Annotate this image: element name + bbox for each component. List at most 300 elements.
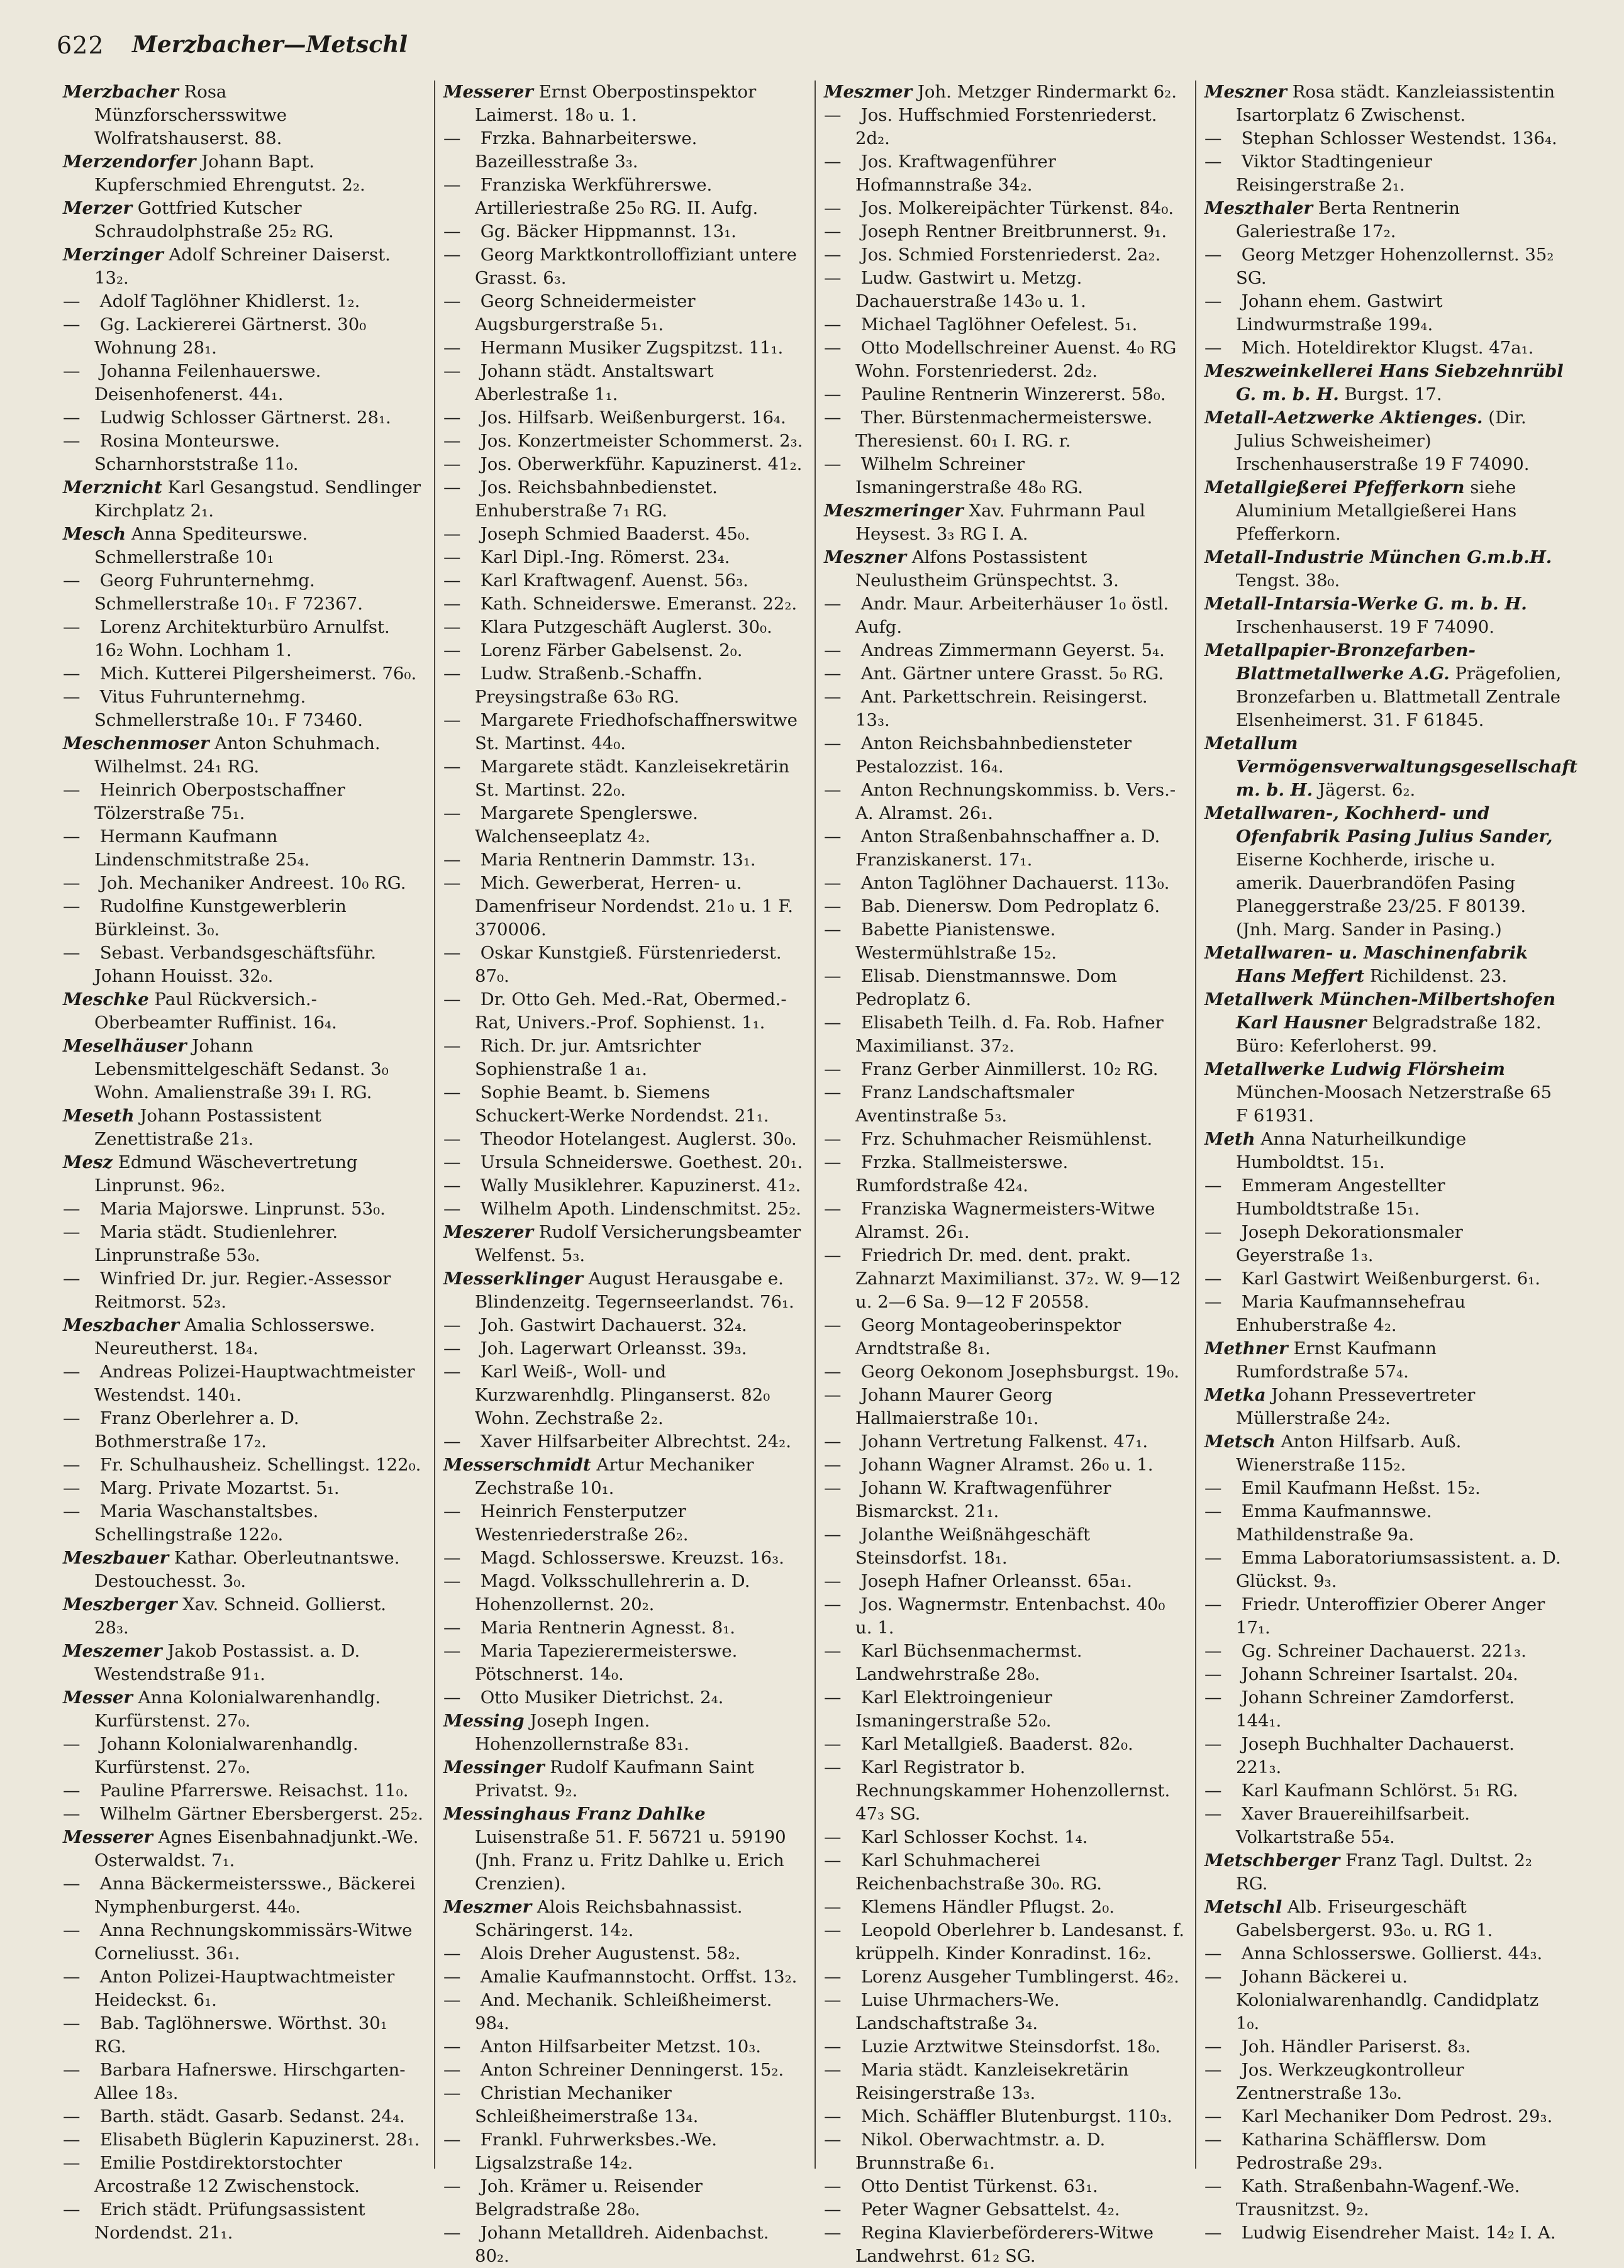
entry-dash: —	[1204, 2060, 1222, 2080]
entry-dash: —	[443, 1129, 461, 1149]
directory-entry	[63, 942, 423, 988]
entry-details: Katharina Schäfflersw. Dom Pedrostraße 29₃.	[1236, 2130, 1487, 2173]
entry-details: Irschenhauserst. 19 F 74090.	[1236, 617, 1494, 637]
entry-details: Friedr. Unteroffizier Oberer Anger 17₁.	[1236, 1594, 1545, 1638]
entry-surname: Messing	[443, 1711, 525, 1731]
entry-dash: —	[63, 2060, 81, 2080]
directory-entry	[63, 1919, 423, 1965]
entry-details: Franziska Wagnermeisters-Witwe Alramst. 26₁.	[855, 1199, 1155, 1242]
entry-dash: —	[63, 361, 81, 381]
entry-dash: —	[824, 2176, 842, 2196]
entry-details: Winfried Dr. jur. Regier.-Assessor Reitmorst. 52₃.	[94, 1269, 391, 1312]
entry-dash: —	[63, 1781, 81, 1801]
entry-surname: Merzendorfer	[63, 152, 196, 172]
entry-details: Frankl. Fuhrwerksbes.-We. Ligsalzstraße 14₂.	[475, 2130, 717, 2173]
directory-entry	[824, 2175, 1184, 2198]
directory-entry	[443, 1989, 804, 2035]
entry-dash: —	[443, 2060, 461, 2080]
entry-details: Georg Oekonom Josephsburgst. 19₀.	[855, 1362, 1180, 1382]
directory-entry	[1204, 1384, 1565, 1430]
entry-surname: Meszner	[1204, 82, 1288, 102]
entry-dash: —	[443, 1618, 461, 1638]
directory-entry	[63, 1826, 423, 1872]
directory-entry	[63, 197, 423, 243]
directory-entry	[63, 1314, 423, 1360]
directory-entry	[63, 150, 423, 197]
entry-details: Jägerst. 6₂.	[1313, 780, 1416, 800]
entry-details: Alois Reichsbahnassist. Schäringerst. 14₂.	[475, 1897, 743, 1940]
directory-entry	[63, 406, 423, 430]
entry-details: Karl Kraftwagenf. Auenst. 56₃.	[475, 570, 748, 591]
directory-entry	[824, 1454, 1184, 1477]
entry-surname: Metsch	[1204, 1431, 1276, 1452]
entry-details: Tengst. 38₀.	[1236, 570, 1340, 591]
entry-details: Anton Polizei-Hauptwachtmeister Heideckst. 6₁.	[94, 1967, 395, 2010]
entry-dash: —	[63, 314, 81, 335]
entry-details: Wally Musiklehrer. Kapuzinerst. 41₂.	[475, 1176, 801, 1196]
entry-details: Eiserne Kochherde, irische u. amerik. Dauerbrandöfen Pasing Planeggerstraße 23/25. F 80139. (Jnh. Marg. Sander in Pasing.)	[1236, 850, 1527, 940]
entry-dash: —	[824, 1920, 842, 1940]
entry-dash: —	[1204, 152, 1222, 172]
directory-entry	[443, 662, 804, 709]
entry-details: Rudolf Kaufmann Saint Privatst. 9₂.	[475, 1757, 754, 1801]
entry-details: siehe Aluminium Metallgießerei Hans Pfefferkorn.	[1236, 477, 1517, 544]
entry-details: Magd. Volksschullehrerin a. D. Hohenzollernst. 20₂.	[475, 1571, 750, 1615]
entry-details: Ludw. Straßenb.-Schaffn. Preysingstraße 63₀ RG.	[475, 664, 703, 707]
entry-dash: —	[443, 1082, 461, 1103]
directory-entry	[443, 709, 804, 755]
directory-entry	[824, 2035, 1184, 2059]
directory-entry	[824, 1244, 1184, 1314]
directory-entry	[63, 1104, 423, 1151]
directory-entry	[63, 1221, 423, 1267]
entry-dash: —	[824, 221, 842, 242]
directory-entry	[63, 1454, 423, 1477]
entry-details: Gottfried Kutscher Schraudolphstraße 25₂ RG.	[94, 198, 334, 242]
entry-details: Peter Wagner Gebsattelst. 4₂.	[855, 2199, 1120, 2220]
entry-dash: —	[824, 1315, 842, 1335]
directory-entry	[1204, 1965, 1565, 2035]
entry-details: Rosa städt. Kanzleiassistentin Isartorplatz 6 Zwischenst.	[1236, 82, 1555, 125]
directory-entry	[63, 825, 423, 872]
entry-details: Hermann Kaufmann Lindenschmitstraße 25₄.	[94, 826, 310, 870]
entry-dash: —	[443, 1431, 461, 1452]
directory-entry	[824, 639, 1184, 662]
directory-entry	[63, 872, 423, 895]
entry-dash: —	[443, 291, 461, 311]
entry-details: Jos. Huffschmied Forstenriederst. 2d₂.	[855, 105, 1157, 148]
directory-entry	[824, 1360, 1184, 1384]
directory-entry	[824, 2105, 1184, 2128]
directory-entry	[1204, 1779, 1565, 1803]
entry-dash: —	[1204, 1967, 1222, 1987]
directory-entry	[824, 1593, 1184, 1640]
entry-dash: —	[443, 1943, 461, 1964]
entry-dash: —	[1204, 1548, 1222, 1568]
entry-details: Joh. Gastwirt Dachauerst. 32₄.	[475, 1315, 747, 1335]
entry-details: Rudolf Versicherungsbeamter Welfenst. 5₃.	[475, 1222, 801, 1265]
entry-details: Amalie Kaufmannstocht. Orffst. 13₂.	[475, 1967, 798, 1987]
entry-dash: —	[63, 291, 81, 311]
entry-details: Maria Kaufmannsehefrau Enhuberstraße 4₂.	[1236, 1292, 1465, 1335]
directory-entry	[824, 336, 1184, 383]
directory-entry	[63, 476, 423, 523]
entry-dash: —	[824, 384, 842, 404]
directory-entry	[443, 1454, 804, 1500]
directory-entry	[443, 2082, 804, 2128]
entry-details: Maria Rentnerin Dammstr. 13₁.	[475, 850, 756, 870]
entry-details: Joh. Mechaniker Andreest. 10₀ RG.	[94, 873, 406, 893]
entry-surname: Metall-Aetzwerke Aktienges.	[1204, 408, 1483, 428]
directory-entry	[443, 1174, 804, 1198]
entry-dash: —	[443, 1641, 461, 1661]
entry-details: Babette Pianistenswe. Westermühlstraße 15₂.	[855, 920, 1057, 963]
entry-details: Karl Weiß-, Woll- und Kurzwarenhdlg. Plinganserst. 82₀ Wohn. Zechstraße 2₂.	[475, 1362, 770, 1428]
entry-details: Friedrich Dr. med. dent. prakt. Zahnarzt Maximilianst. 37₂. W. 9—12 u. 2—6 Sa. 9—12 F 20558.	[855, 1245, 1181, 1312]
entry-dash: —	[824, 1129, 842, 1149]
entry-dash: —	[824, 1757, 842, 1777]
entry-details: Maria städt. Studienlehrer. Linprunstraße 53₀.	[94, 1222, 338, 1265]
directory-entry	[824, 1989, 1184, 2035]
entry-details: Karl Gesangstud. Sendlinger Kirchplatz 2₁.	[94, 477, 421, 521]
directory-entry	[443, 220, 804, 243]
entry-details: Karl Büchsenmachermst. Landwehrstraße 28₀.	[855, 1641, 1082, 1684]
entry-dash: —	[443, 664, 461, 684]
entry-details: Ther. Bürstenmachermeisterswe. Theresienst. 60₁ I. RG. r.	[855, 408, 1153, 451]
directory-entry	[1204, 290, 1565, 336]
entry-dash: —	[1204, 1176, 1222, 1196]
directory-entry	[443, 1686, 804, 1709]
entry-dash: —	[443, 547, 461, 567]
entry-details: Margarete Friedhofschaffnerswitwe St. Martinst. 44₀.	[475, 710, 798, 753]
entry-dash: —	[443, 1199, 461, 1219]
entry-dash: —	[824, 2130, 842, 2150]
entry-details: München-Moosach Netzerstraße 65 F 61931.	[1236, 1082, 1552, 1126]
directory-entry	[1204, 1291, 1565, 1337]
directory-entry	[824, 499, 1184, 546]
entry-dash: —	[1204, 1804, 1222, 1824]
entry-dash: —	[63, 1222, 81, 1242]
entry-details: Johann Bapt. Kupferschmied Ehrengutst. 2₂.	[94, 152, 365, 195]
directory-entry	[443, 406, 804, 430]
entry-details: Otto Musiker Dietrichst. 2₄.	[475, 1687, 724, 1708]
directory-entry	[443, 1128, 804, 1151]
directory-entry	[63, 1151, 423, 1198]
directory-entry	[443, 1337, 804, 1360]
entry-details: Agnes Eisenbahnadjunkt.-We. Osterwaldst. 7₁.	[94, 1827, 419, 1871]
entry-surname: Metallgießerei Pfefferkorn	[1204, 477, 1465, 498]
entry-dash: —	[63, 687, 81, 707]
entry-dash: —	[443, 943, 461, 963]
entry-dash: —	[824, 338, 842, 358]
directory-entry	[824, 1128, 1184, 1151]
entry-dash: —	[824, 1571, 842, 1591]
entry-details: Luisenstraße 51. F. 56721 u. 59190 (Jnh. Franz u. Fritz Dahlke u. Erich Crenzien).	[475, 1827, 786, 1894]
entry-dash: —	[443, 2130, 461, 2150]
directory-entry	[443, 1360, 804, 1430]
directory-entry	[443, 1803, 804, 1896]
entry-details: Johann W. Kraftwagenführer Bismarckst. 21₁.	[855, 1478, 1111, 1521]
running-title: Merzbacher—Metschl	[132, 31, 408, 58]
directory-entry	[443, 243, 804, 290]
entry-surname: Meszbacher	[63, 1315, 179, 1335]
entry-details: Gg. Schreiner Dachauerst. 221₃.	[1236, 1641, 1527, 1661]
entry-surname: Meszemer	[63, 1641, 162, 1661]
directory-entry	[63, 1965, 423, 2012]
entry-details: Mich. Hoteldirektor Klugst. 47a₁.	[1236, 338, 1534, 358]
entry-details: Ant. Gärtner untere Grasst. 5₀ RG.	[855, 664, 1164, 684]
entry-dash: —	[1204, 1943, 1222, 1964]
entry-dash: —	[1204, 128, 1222, 148]
entry-dash: —	[1204, 1269, 1222, 1289]
directory-entry	[63, 1267, 423, 1314]
directory-entry	[1204, 406, 1565, 476]
entry-details: Elisab. Dienstmannswe. Dom Pedroplatz 6.	[855, 966, 1117, 1009]
entry-details: Johann Lebensmittelgeschäft Sedanst. 3₀ Wohn. Amalienstraße 39₁ I. RG.	[94, 1036, 389, 1103]
directory-entry	[1204, 988, 1565, 1058]
entry-details: Jos. Schmied Forstenriederst. 2a₂.	[855, 245, 1161, 265]
directory-entry	[824, 150, 1184, 197]
entry-details: Dr. Otto Geh. Med.-Rat, Obermed.-Rat, Univers.-Prof. Sophienst. 1₁.	[475, 989, 787, 1033]
entry-details: Michael Taglöhner Oefelest. 5₁.	[855, 314, 1138, 335]
entry-details: Jolanthe Weißnähgeschäft Steinsdorfst. 18₁.	[855, 1525, 1091, 1568]
entry-details: Karl Mechaniker Dom Pedrost. 29₃.	[1236, 2106, 1553, 2126]
entry-details: Alfons Postassistent Neulustheim Grünspechtst. 3.	[855, 547, 1119, 591]
directory-entry	[824, 1896, 1184, 1919]
entry-surname: Meszthaler	[1204, 198, 1313, 218]
entry-details: Xaver Hilfsarbeiter Albrechtst. 24₂.	[475, 1431, 791, 1452]
directory-entry	[1204, 1500, 1565, 1547]
entry-dash: —	[443, 454, 461, 474]
directory-entry	[1204, 336, 1565, 360]
directory-entry	[1204, 1128, 1565, 1174]
directory-entry	[1204, 1477, 1565, 1500]
entry-details: Maria städt. Kanzleisekretärin Reisingerstraße 13₃.	[855, 2060, 1129, 2103]
entry-surname: Messerklinger	[443, 1269, 584, 1289]
directory-entry	[824, 406, 1184, 453]
entry-details: Johann Postassistent Zenettistraße 21₃.	[94, 1106, 321, 1149]
entry-details: Johann Wagner Alramst. 26₀ u. 1.	[855, 1455, 1154, 1475]
directory-entry	[824, 1523, 1184, 1570]
entry-dash: —	[443, 617, 461, 637]
directory-entry	[824, 81, 1184, 104]
entry-dash: —	[443, 128, 461, 148]
entry-details: Kath. Schneiderswe. Emeranst. 22₂.	[475, 594, 798, 614]
entry-surname: Messer	[63, 1687, 133, 1708]
entry-dash: —	[443, 989, 461, 1009]
directory-entry	[824, 686, 1184, 732]
entry-dash: —	[1204, 2106, 1222, 2126]
entry-dash: —	[824, 687, 842, 707]
directory-entry	[824, 453, 1184, 499]
entry-surname: Mesch	[63, 524, 126, 544]
entry-dash: —	[63, 1501, 81, 1521]
entry-details: Otto Dentist Türkenst. 63₁.	[855, 2176, 1098, 2196]
entry-details: Lorenz Färber Gabelsenst. 2₀.	[475, 640, 743, 660]
entry-surname: Meszberger	[63, 1594, 177, 1615]
directory-entry	[1204, 1733, 1565, 1779]
directory-entry	[443, 569, 804, 592]
directory-entry	[1204, 2221, 1565, 2245]
entry-surname: Methner	[1204, 1338, 1288, 1359]
directory-entry	[1204, 2059, 1565, 2105]
entry-dash: —	[443, 1501, 461, 1521]
entry-details: Jos. Hilfsarb. Weißenburgerst. 16₄.	[475, 408, 786, 428]
entry-dash: —	[824, 1897, 842, 1917]
entry-details: Barth. städt. Gasarb. Sedanst. 24₄.	[94, 2106, 405, 2126]
directory-entry	[824, 592, 1184, 639]
entry-surname: Meszerer	[443, 1222, 534, 1242]
entry-surname: Meseth	[63, 1106, 135, 1126]
entry-details: August Herausgabe e. Blindenzeitg. Tegernseerlandst. 76₁.	[475, 1269, 794, 1312]
entry-dash: —	[63, 1455, 81, 1475]
directory-entry	[443, 1221, 804, 1267]
entry-details: Rosina Monteurswe. Scharnhorststraße 11₀.	[94, 431, 299, 474]
directory-entry	[824, 2221, 1184, 2268]
directory-entry	[443, 2059, 804, 2082]
entry-details: Elisabeth Teilh. d. Fa. Rob. Hafner Maximilianst. 37₂.	[855, 1013, 1164, 1056]
entry-details: Wilhelm Gärtner Ebersbergerst. 25₂.	[94, 1804, 423, 1824]
entry-dash: —	[63, 1478, 81, 1498]
entry-details: Anton Reichsbahnbediensteter Pestalozzist. 16₄.	[855, 733, 1132, 777]
directory-entry	[443, 2175, 804, 2221]
entry-details: Theodor Hotelangest. Auglerst. 30₀.	[475, 1129, 797, 1149]
entry-details: Emma Kaufmannswe. Mathildenstraße 9a.	[1236, 1501, 1432, 1545]
entry-surname: Merzbacher	[63, 82, 179, 102]
entry-details: Pauline Rentnerin Winzererst. 58₀.	[855, 384, 1166, 404]
entry-details: Lorenz Ausgeher Tumblingerst. 46₂.	[855, 1967, 1179, 1987]
entry-surname: Metallwaren- u. Maschinenfabrik Hans Meffert	[1204, 943, 1528, 986]
entry-details: Anna Spediteurswe. Schmellerstraße 10₁	[94, 524, 308, 567]
entry-dash: —	[63, 2130, 81, 2150]
directory-entry	[443, 430, 804, 453]
entry-details: Frzka. Stallmeisterswe. Rumfordstraße 42₄.	[855, 1152, 1069, 1196]
directory-entry	[443, 802, 804, 848]
entry-details: Johann Bäckerei u. Kolonialwarenhandlg. Candidplatz 1₀.	[1236, 1967, 1539, 2033]
directory-entry	[443, 336, 804, 360]
entry-details: Jos. Reichsbahnbedienstet. Enhuberstraße 7₁ RG.	[475, 477, 718, 521]
directory-entry	[1204, 1430, 1565, 1477]
entry-surname: Meszbauer	[63, 1548, 169, 1568]
entry-surname: Metallum Vermögensverwaltungsgesellschaft m. b. H.	[1204, 733, 1577, 800]
entry-details: Margarete städt. Kanzleisekretärin St. Martinst. 22₀.	[475, 757, 790, 800]
entry-dash: —	[63, 2153, 81, 2173]
directory-entry	[1204, 1337, 1565, 1384]
directory-entry	[824, 895, 1184, 918]
entry-dash: —	[443, 1338, 461, 1359]
entry-dash: —	[824, 1385, 842, 1405]
directory-entry	[443, 1500, 804, 1547]
entry-dash: —	[824, 1199, 842, 1219]
entry-details: Anton Schreiner Denningerst. 15₂.	[475, 2060, 784, 2080]
directory-entry	[63, 243, 423, 290]
entry-details: Maria Rentnerin Agnesst. 8₁.	[475, 1618, 735, 1638]
directory-entry	[824, 1756, 1184, 1826]
entry-surname: Merzinger	[63, 245, 164, 265]
entry-dash: —	[824, 826, 842, 847]
directory-column-2	[436, 81, 804, 2266]
entry-details: Joh. Lagerwart Orleansst. 39₃.	[475, 1338, 747, 1359]
directory-entry	[63, 2152, 423, 2198]
directory-columns	[55, 81, 1577, 2266]
directory-entry	[1204, 1896, 1565, 1942]
entry-dash: —	[443, 338, 461, 358]
entry-details: Fr. Schulhausheiz. Schellingst. 122₀.	[94, 1455, 421, 1475]
entry-details: Kath. Straßenbahn-Wagenf.-We. Trausnitzst. 9₂.	[1236, 2176, 1520, 2220]
directory-entry	[443, 1965, 804, 1989]
entry-details: Frz. Schuhmacher Reismühlenst.	[855, 1129, 1153, 1149]
entry-surname: Messerer	[63, 1827, 153, 1847]
entry-details: Xav. Fuhrmann Paul Heysest. 3₃ RG I. A.	[855, 501, 1145, 544]
entry-dash: —	[824, 1594, 842, 1615]
entry-details: Maria Waschanstaltsbes. Schellingstraße 122₀.	[94, 1501, 319, 1545]
entry-dash: —	[63, 2013, 81, 2033]
entry-details: Karl Schlosser Kochst. 1₄.	[855, 1827, 1088, 1847]
directory-entry	[443, 1942, 804, 1965]
entry-dash: —	[63, 896, 81, 916]
entry-dash: —	[63, 1967, 81, 1987]
entry-details: Gg. Lackiererei Gärtnerst. 30₀ Wohnung 28₁.	[94, 314, 367, 358]
entry-details: Ludw. Gastwirt u. Metzg. Dachauerstraße 143₀ u. 1.	[855, 268, 1086, 311]
entry-surname: Metschl	[1204, 1897, 1282, 1917]
entry-details: Karl Gastwirt Weißenburgerst. 6₁.	[1236, 1269, 1541, 1289]
directory-entry	[443, 616, 804, 639]
directory-column-3	[816, 81, 1184, 2266]
entry-details: Franz Gerber Ainmillerst. 10₂ RG.	[855, 1059, 1159, 1079]
directory-entry	[63, 1500, 423, 1547]
entry-details: Bab. Dienersw. Dom Pedroplatz 6.	[855, 896, 1160, 916]
directory-entry	[824, 1384, 1184, 1430]
directory-entry	[1204, 1267, 1565, 1291]
entry-dash: —	[824, 1967, 842, 1987]
directory-entry	[443, 872, 804, 942]
directory-entry	[1204, 360, 1565, 406]
entry-dash: —	[1204, 2037, 1222, 2057]
directory-entry	[63, 616, 423, 662]
entry-dash: —	[824, 245, 842, 265]
entry-surname: Meselhäuser	[63, 1036, 187, 1056]
entry-details: Stephan Schlosser Westendst. 136₄.	[1236, 128, 1557, 148]
entry-details: Johann Kolonialwarenhandlg. Kurfürstenst. 27₀.	[94, 1734, 359, 1777]
entry-details: Christian Mechaniker Schleißheimerstraße 13₄.	[475, 2083, 699, 2126]
entry-details: Nikol. Oberwachtmstr. a. D. Brunnstraße 6₁.	[855, 2130, 1106, 2173]
entry-details: Erich städt. Prüfungsassistent Nordendst. 21₁.	[94, 2199, 365, 2243]
directory-entry	[63, 1035, 423, 1104]
entry-details: Anna Kolonialwarenhandlg. Kurfürstenst. 27₀.	[94, 1687, 381, 1731]
entry-dash: —	[824, 2223, 842, 2243]
entry-details: Mich. Kutterei Pilgersheimerst. 76₀.	[94, 664, 417, 684]
directory-entry	[443, 988, 804, 1035]
directory-entry	[443, 848, 804, 872]
entry-dash: —	[443, 803, 461, 823]
entry-dash: —	[443, 1315, 461, 1335]
entry-details: Jakob Postassist. a. D. Westendstraße 91₁.	[94, 1641, 360, 1684]
entry-dash: —	[443, 245, 461, 265]
entry-dash: —	[824, 1827, 842, 1847]
entry-details: Georg Fuhrunternehmg. Schmellerstraße 10₁. F 72367.	[94, 570, 363, 614]
entry-details: Xaver Brauereihilfsarbeit. Volkartstraße 55₄.	[1236, 1804, 1470, 1847]
entry-surname: Merznicht	[63, 477, 162, 498]
entry-details: Edmund Wäschevertretung Linprunst. 96₂.	[94, 1152, 358, 1196]
entry-dash: —	[443, 570, 461, 591]
entry-dash: —	[443, 1548, 461, 1568]
entry-dash: —	[1204, 1734, 1222, 1754]
directory-entry	[443, 1570, 804, 1616]
entry-dash: —	[443, 477, 461, 498]
entry-details: Alois Dreher Augustenst. 58₂.	[475, 1943, 741, 1964]
directory-entry	[443, 1267, 804, 1314]
entry-details: Joseph Rentner Breitbrunnerst. 9₁.	[855, 221, 1167, 242]
